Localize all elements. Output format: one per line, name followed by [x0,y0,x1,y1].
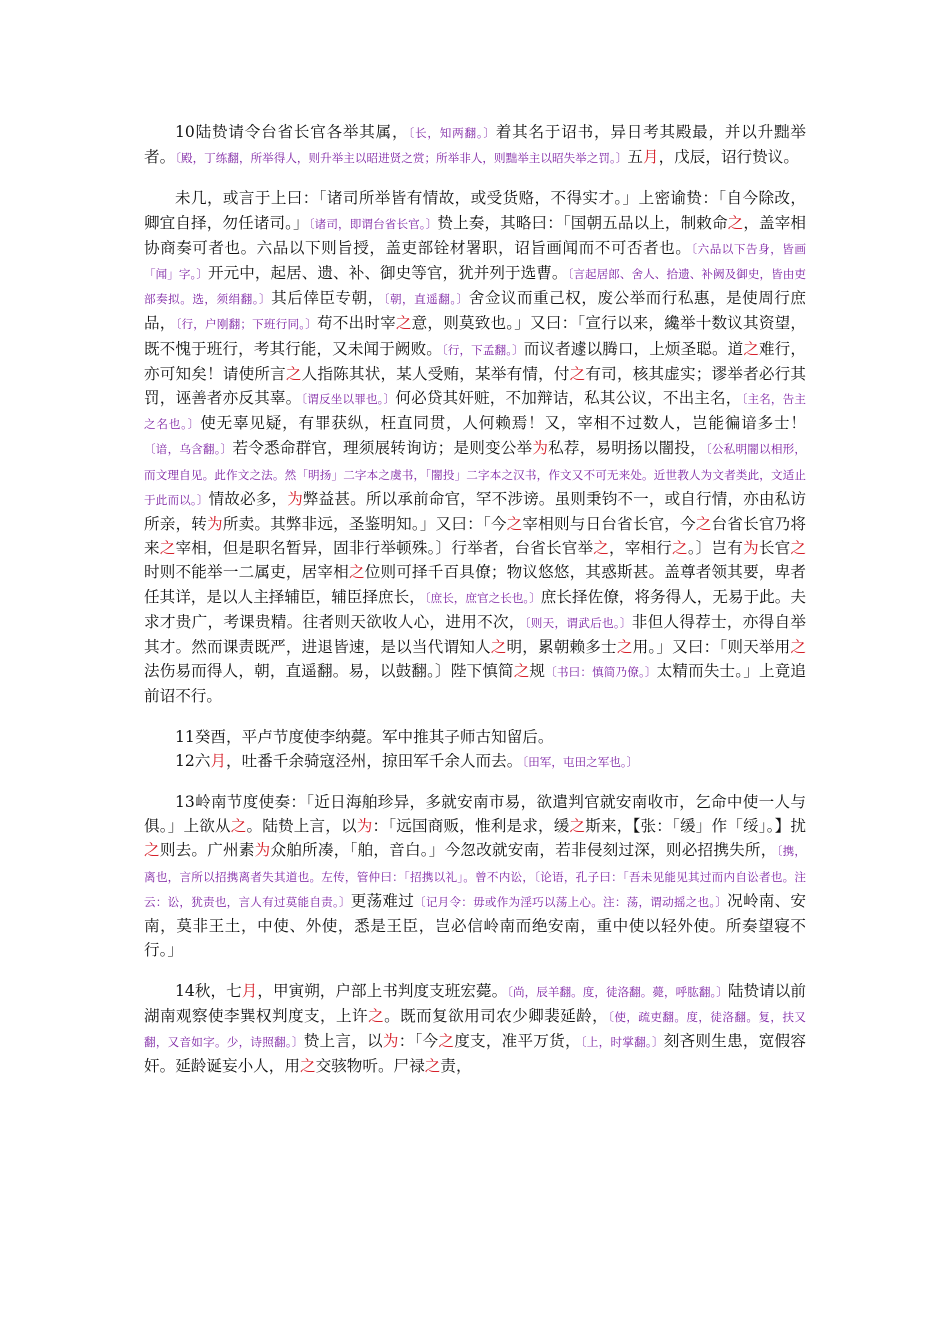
text-run: 宰相则与日台省长官，今 [522,515,696,534]
highlighted-char: 之 [569,364,586,383]
highlighted-char: 之 [285,364,302,383]
text-run: 12六 [175,751,211,770]
text-run: 意，则莫致也。」又曰：「宣行以来，纔举十数议其资望，既不愧于班行，考其行能，又未闻于阙败。 [144,314,806,358]
text-run: 情故必多， [208,489,288,508]
highlighted-char: 之 [490,638,507,657]
document-page [144,120,806,1078]
annotation-note: 〔论语，孔子曰：「吾未见能见其过而内自讼者也。注云：讼，犹责也，言人有过莫能自责。〕 [144,869,806,909]
paragraph [144,186,806,708]
text-run: 而议者遽以腾口，上烦圣聪。道 [523,339,744,358]
highlighted-char: 之 [695,515,712,534]
text-run: 苟不出时宰 [317,314,396,333]
highlighted-char: 月 [642,148,659,167]
highlighted-char: 月 [241,981,258,1000]
text-run: 着其名于诏书，异日考其殿最，并以升黜举者。 [144,123,806,167]
text-run: 11癸酉，平卢节度使李纳薨。军中推其子师古知留后。 [175,727,554,746]
annotation-note: 〔行，下孟翻。〕 [441,342,524,357]
text-run: 开元中，起居、遗、补、御史等官，犹并列于选曹。 [208,264,568,283]
text-run: ，宰相行 [609,539,673,558]
text-run: ，吐番千余骑寇泾州，掠田军千余人而去。 [226,751,523,770]
highlighted-char: 之 [144,841,160,860]
text-run: 有司，核其虚实；谬举者必行其罚，诬善者亦反其辜。 [144,364,806,408]
highlighted-char: 之 [790,638,806,657]
annotation-note: 〔则天，谓武后也。〕 [524,615,632,630]
text-run: 斯来，【张：「缓」作「绥」。】扰 [585,817,806,836]
paragraph [144,749,806,774]
highlighted-char: 为 [743,539,759,558]
text-run: 使无辜见疑，有罪获纵，枉直同贯，人何赖焉！又，宰相不过数人，岂能徧谙多士！ [200,414,806,433]
text-run: 13岭南节度使奏：「近日海舶珍异，多就安南市易，欲遣判官就安南收市，乞命中使一人与俱。」上欲从 [144,793,806,836]
text-run: 人指陈其状，某人受贿，某举有情，付 [301,364,570,383]
annotation-note: 〔行，户刚翻；下班行同。〕 [175,317,317,332]
text-run: 五 [627,148,643,167]
highlighted-char: 之 [230,817,247,836]
text-run: 未几，或言于上曰：「诸司所举皆有情故，或受货赂，不得实才。」上密谕贽：「自今除改，卿宜自择，勿任诸司。」 [144,189,806,232]
text-run: 况岭南、安南，莫非王土，中使、外使，悉是王臣，岂必信岭南而绝安南，重中使以轻外使。所奏望寝不行。」 [144,891,806,960]
text-run: ，甲寅朔，户部上书判度支班宏薨。 [257,981,508,1000]
text-run: 陆贽请以前湖南观察使李巽权判度支，上许 [144,981,806,1025]
text-run: 贽上奏，其略曰：「国朝五品以上，制敕命 [437,213,728,232]
paragraph [144,725,806,749]
annotation-note: 〔谓反坐以罪也。〕 [301,392,396,407]
text-run: 则去。广州素 [159,841,255,860]
highlighted-char: 之 [727,213,744,232]
highlighted-char: 之 [569,817,586,836]
text-run: 时则不能举一二属吏，居宰相 [144,563,349,582]
text-run: 10陆贽请令台省长官各举其属， [175,123,409,141]
annotation-note: 〔言起居郎、舍人、拾遗、补阙及御史，皆由吏部奏拟。选，须绢翻。〕 [144,267,806,307]
paragraph [144,120,806,170]
text-run: 刻吝则生患，宽假容奸。延龄诞妄小人，用 [144,1031,806,1076]
paragraph [144,979,806,1079]
highlighted-char: 月 [210,751,227,770]
text-run: 。陆贽上言，以 [246,817,357,836]
highlighted-char: 为 [254,841,271,860]
text-run: 14秋，七 [175,981,242,1000]
annotation-note: 〔上，时掌翻。〕 [580,1034,664,1049]
text-run: 舍佥议而重己权，废公举而行私惠，是使周行庶品， [144,289,806,333]
annotation-note: 〔庶长，庶官之长也。〕 [424,590,541,605]
annotation-note: 〔书曰：慎简乃僚。〕 [545,665,657,680]
annotation-note: 〔殿，丁练翻，所举得人，则升举主以昭进贤之赏；所举非人，则黜举主以昭失举之罚。〕 [175,151,628,166]
highlighted-char: 之 [424,1057,441,1076]
text-run: 度支，准平万货， [454,1031,581,1050]
annotation-note: 〔公私明闇以相形，而文理自见。此作文之法。然「明扬」二字本之虞书，「闇投」二字本之汉书，作文又不可无来处。近世教人为文者类此，文适止于此而以。〕 [144,442,807,507]
highlighted-char: 为 [287,489,303,508]
text-run: 责， [440,1057,472,1076]
text-run: 众舶所凑，「舶，音白。」今忽改就安南，若非侵刻过深，则必招携失所， [270,841,777,860]
highlighted-char: 为 [356,817,373,836]
annotation-note: 〔朝，直遥翻。〕 [383,292,469,307]
paragraph [144,790,806,962]
text-run: 。〕岂有 [687,539,744,558]
annotation-note: 〔主名，告主之名也。〕 [144,392,806,432]
text-run: 贽上言，以 [303,1031,383,1050]
annotation-note: 〔长，知两翻。〕 [408,126,496,140]
text-run: 若令悉命群官，理须展转询访；是则变公举 [232,439,533,458]
annotation-note: 〔谙，乌含翻。〕 [144,442,233,457]
highlighted-char: 之 [513,662,530,681]
highlighted-char: 之 [506,515,523,534]
text-run: ，戊辰，诏行贽议。 [658,148,799,167]
text-run: 宰相，但是职名暂异，固非行举顿殊。〕行举者，台省长官举 [175,539,594,558]
highlighted-char: 之 [438,1031,455,1050]
annotation-note: 〔诸司，即谓台省长官。〕 [308,216,438,231]
highlighted-char: 之 [368,1006,385,1025]
highlighted-char: 之 [790,539,806,558]
text-run: 更荡难过 [350,891,415,910]
annotation-note: 〔田军，屯田之军也。〕 [522,754,639,769]
text-run: 其后倖臣专朝， [271,289,384,308]
text-run: 。既而复欲用司农少卿裴延龄， [384,1006,609,1025]
text-run: 弊益甚。所以承前命官，罕不涉谤。虽则秉钧不一，或自行情，亦由私访所亲，转 [144,489,806,534]
text-run: 法伤易而得人，朝，直遥翻。易，以鼓翻。〕陛下慎简 [144,662,514,681]
text-run: 所卖。其弊非远，圣鉴明知。」又曰：「今 [222,515,507,534]
text-run: 台省长官乃将来 [144,515,806,558]
highlighted-char: 之 [299,1057,316,1076]
highlighted-char: 之 [743,339,759,358]
highlighted-char: 之 [593,539,609,558]
annotation-note: 〔使，疏吏翻。度，徒洛翻。复，扶又翻，又音如字。少，诗照翻。〕 [144,1009,806,1049]
highlighted-char: 之 [348,563,365,582]
annotation-note: 〔记月令：毋或作为淫巧以荡上心。注：荡，谓动摇之也。〕 [414,894,728,909]
text-run: ：「远国商贩，惟利是求，缓 [372,817,570,836]
text-run: 太精而失士。」上竟追前诏不行。 [144,662,806,706]
text-run: 明，累朝赖多士 [506,638,617,657]
highlighted-char: 之 [159,539,176,558]
text-run: ：「今 [398,1031,439,1050]
text-run: 位则可择千百具僚；物议悠悠，其惑斯甚。盖尊者领其要，卑者任其详，是以人主择辅臣，辅臣择庶长， [144,563,806,606]
highlighted-char: 之 [672,539,688,558]
annotation-note: 〔携，离也，言所以招携离者失其道也。左传，管仲曰：「招携以礼」。曾不内讼， [144,844,806,884]
text-run: 庶长择佐僚，将务得人，无易于此。夫求才贵广，考课贵精。往者则天欲收人心，进用不次， [144,587,806,631]
text-run: 难行，亦可知矣！请使所言 [144,339,806,383]
highlighted-char: 之 [616,638,633,657]
annotation-note: 〔六品以下告身，皆画「闻」字。〕 [144,241,806,282]
text-run: 私荐，易明扬以闇投， [548,439,706,458]
highlighted-char: 为 [382,1031,399,1050]
text-run: ，盖宰相协商奏可者也。六品以下则旨授，盖吏部铨材署职，诏旨画闻而不可否者也。 [144,213,806,257]
text-run: 非但人得荐士，亦得自举其才。然而课责既严，进退皆速，是以当代谓知人 [144,612,806,657]
text-run: 交骇物听。尸禄 [315,1057,425,1076]
text-run: 长官 [758,539,791,558]
highlighted-char: 之 [395,314,412,333]
text-run: 何必贷其奸赃，不加辩诘，私其公议，不出主名， [395,389,742,408]
annotation-note: 〔尚，辰羊翻。度，徒洛翻。薨，呼肱翻。〕 [507,984,728,999]
text-run: 用。」又曰：「则天举用 [632,638,791,657]
highlighted-char: 为 [532,439,549,458]
text-run: 规 [529,662,546,681]
highlighted-char: 为 [207,515,223,534]
